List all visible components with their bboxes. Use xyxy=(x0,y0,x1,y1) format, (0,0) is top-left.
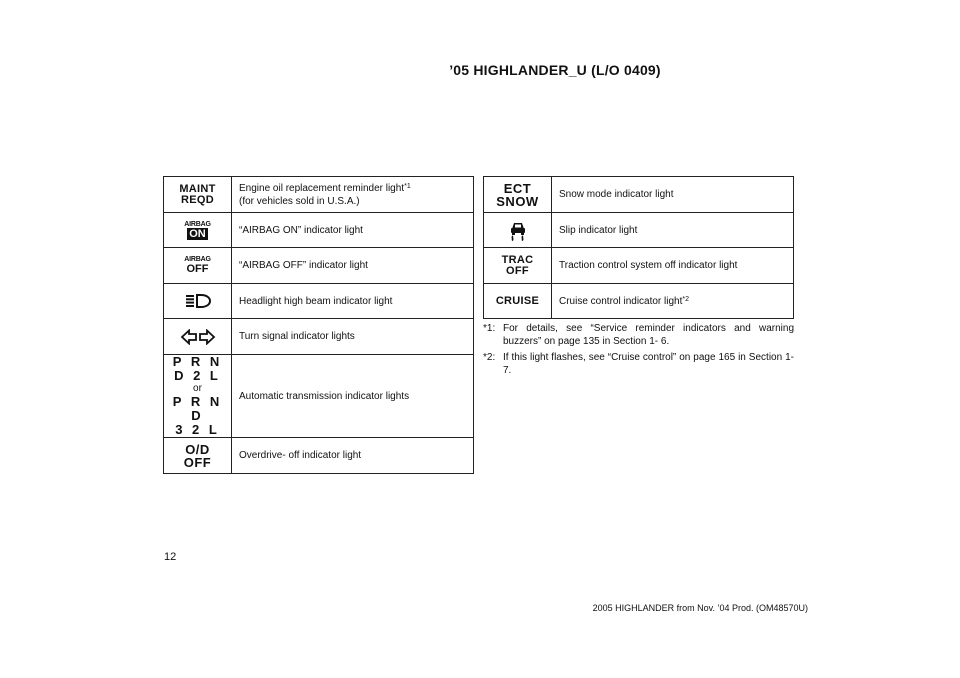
transmission-symbol: P R N D 2 L or P R N D 3 2 L xyxy=(164,355,232,438)
row-description: Engine oil replacement reminder light$^{*1}$ (for vehicles sold in U.S.A.) xyxy=(232,177,474,213)
airbag-off-symbol: AIRBAG OFF xyxy=(164,248,232,284)
table-row xyxy=(164,213,474,248)
row-description: “AIRBAG ON” indicator light xyxy=(232,213,474,248)
table-row xyxy=(164,355,474,438)
table-row xyxy=(484,177,794,213)
row-description: Cruise control indicator light$^{*2}$ xyxy=(552,284,794,319)
high-beam-icon xyxy=(164,284,232,319)
table-row xyxy=(484,213,794,248)
indicator-table-left xyxy=(163,176,474,474)
trac-off-symbol: TRAC OFF xyxy=(484,248,552,284)
page-header-title: ’05 HIGHLANDER_U (L/O 0409) xyxy=(449,62,661,78)
indicator-table-right xyxy=(483,176,794,319)
maint-reqd-symbol: MAINT REQD xyxy=(164,177,232,213)
od-off-symbol: O/D OFF xyxy=(164,438,232,474)
table-row xyxy=(164,177,474,213)
row-description: “AIRBAG OFF” indicator light xyxy=(232,248,474,284)
row-description: Traction control system off indicator light xyxy=(552,248,794,284)
table-row xyxy=(484,284,794,319)
airbag-on-symbol: AIRBAG ON xyxy=(164,213,232,248)
cruise-symbol: CRUISE xyxy=(484,284,552,319)
table-row xyxy=(164,319,474,355)
turn-signal-icon xyxy=(164,319,232,355)
page-number: 12 xyxy=(164,551,177,563)
footnote: *2: If this light flashes, see “Cruise control” on page 165 in Section 1- 7. xyxy=(483,352,794,376)
table-row xyxy=(164,248,474,284)
ect-snow-symbol: ECT SNOW xyxy=(484,177,552,213)
table-row xyxy=(164,438,474,474)
page-footer: 2005 HIGHLANDER from Nov. ’04 Prod. (OM48570U) xyxy=(592,603,808,613)
footnote: *1: For details, see “Service reminder indicators and warning buzzers” on page 135 in Section 1- 6. xyxy=(483,323,794,347)
slip-icon xyxy=(484,213,552,248)
table-row xyxy=(484,248,794,284)
row-description: Automatic transmission indicator lights xyxy=(232,355,474,438)
row-description: Slip indicator light xyxy=(552,213,794,248)
row-description: Overdrive- off indicator light xyxy=(232,438,474,474)
footnotes xyxy=(483,322,794,380)
row-description: Headlight high beam indicator light xyxy=(232,284,474,319)
table-row xyxy=(164,284,474,319)
row-description: Turn signal indicator lights xyxy=(232,319,474,355)
row-description: Snow mode indicator light xyxy=(552,177,794,213)
